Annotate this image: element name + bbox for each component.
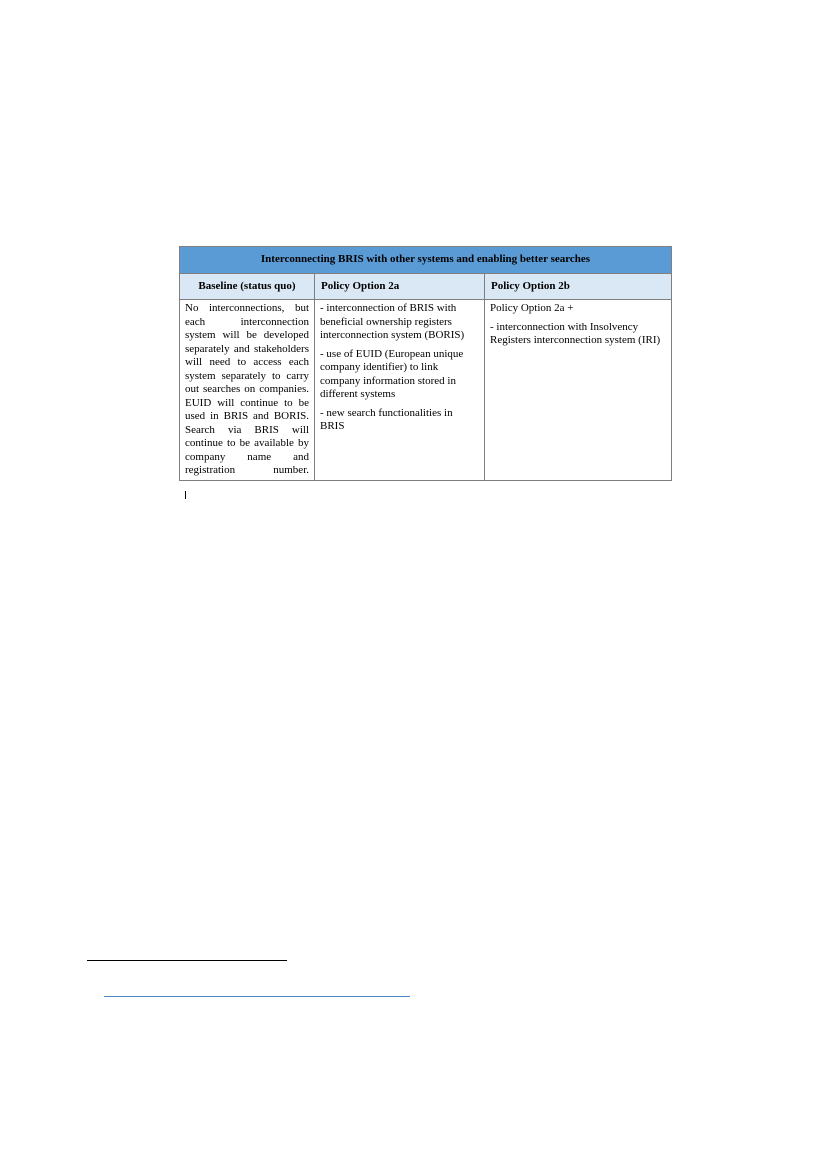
option-2b-item: - interconnection with Insolvency Registers interconnection system (IRI) [490,320,661,346]
option-2a-item: - new search functionalities in BRIS [320,406,453,432]
baseline-text: No interconnections, but each interconnection system will be developed separately and stakeholders will need to access each system separately to carry out searches on companies. EUID will continue to be used in BRIS and BORIS. Search via BRIS will continue to be available by company name and registration number. [185,302,309,476]
text-cursor-mark [185,491,186,499]
policy-options-table [179,246,672,481]
table-title: Interconnecting BRIS with other systems and enabling better searches [180,247,672,274]
option-2a-cell [315,300,485,481]
header-baseline: Baseline (status quo) [180,274,315,300]
option-2b-cell [485,300,672,481]
header-option-2b: Policy Option 2b [485,274,672,300]
option-2a-item: - use of EUID (European unique company identifier) to link company information stored in different systems [320,347,464,400]
header-option-2a: Policy Option 2a [315,274,485,300]
option-2a-item: - interconnection of BRIS with beneficial ownership registers interconnection system (BORIS) [320,302,465,341]
option-2b-item: Policy Option 2a + [490,302,574,314]
baseline-cell [180,300,315,481]
footnote-hyperlink-underline[interactable] [104,996,410,997]
footnote-separator [87,960,287,961]
